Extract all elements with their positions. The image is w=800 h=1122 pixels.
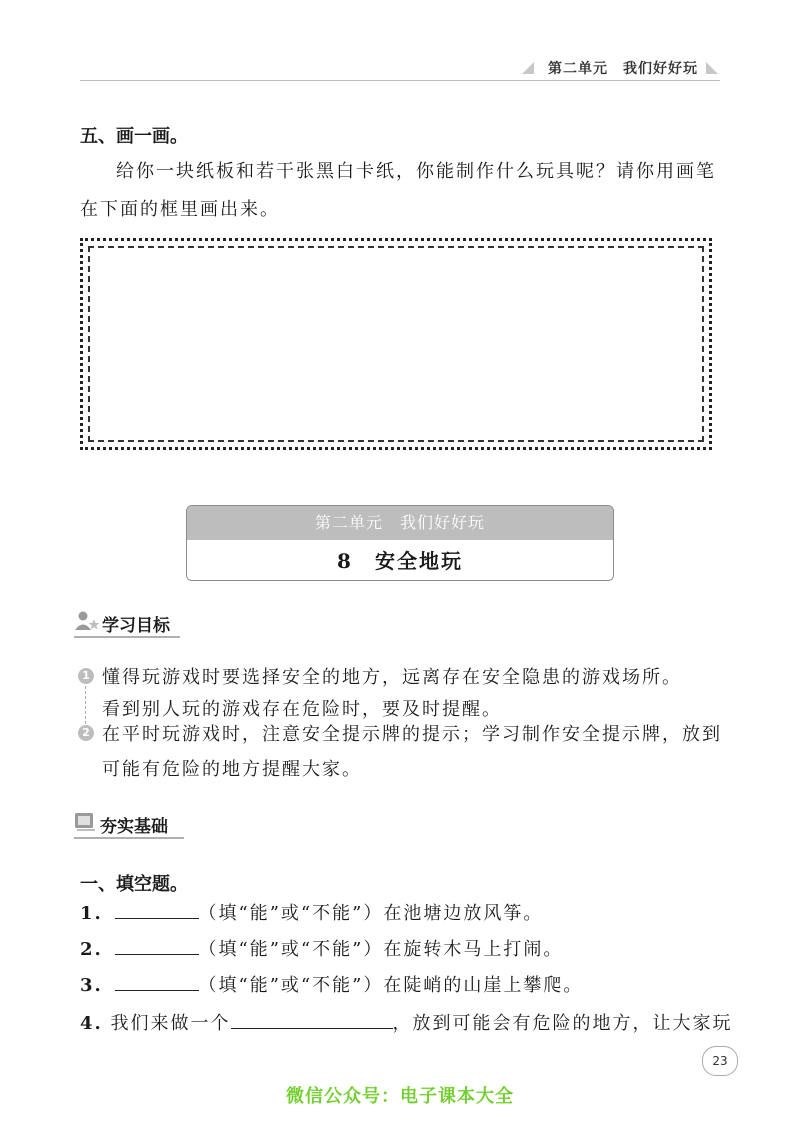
basics-heading: 夯实基础 [100,817,168,837]
question-3-text: （填“能”或“不能”）在陡峭的山崖上攀爬。 [198,975,584,996]
goal-2-number: 2 [78,725,94,741]
question-2 [80,932,563,968]
header-triangle-left-icon [522,62,534,74]
question-1 [80,896,543,932]
fill-in-title: 一、填空题。 [80,874,188,895]
goal-2-line-1: 在平时玩游戏时，注意安全提示牌的提示；学习制作安全提示牌，放到 [102,724,722,745]
question-3-number: 3. [80,975,103,996]
goal-2-line-2: 可能有危险的地方提醒大家。 [102,759,362,780]
basics-underline [74,837,184,839]
question-4-blank[interactable] [231,1028,393,1029]
learning-goals-heading: 学习目标 [102,616,170,636]
question-2-text: （填“能”或“不能”）在旋转木马上打闹。 [198,939,564,960]
lesson-banner [186,505,614,581]
question-4-text-after: ，放到可能会有危险的地方，让大家玩 [392,1013,733,1034]
question-1-number: 1. [80,903,103,924]
drawing-frame-inner-border [88,246,704,442]
goal-1-line-2: 看到别人玩的游戏存在危险时，要及时提醒。 [102,699,502,720]
page-number: 23 [702,1046,738,1076]
goal-1-line-1: 懂得玩游戏时要选择安全的地方，远离存在安全隐患的游戏场所。 [102,667,682,688]
question-3 [80,968,583,1004]
goals-connector [85,686,86,724]
question-4-number: 4. [80,1013,103,1034]
learning-goals-underline [74,636,180,638]
question-2-number: 2. [80,939,103,960]
section-5-line-2: 在下面的框里画出来。 [80,199,280,220]
question-2-blank[interactable] [115,954,199,955]
running-header: 第二单元 我们好好玩 [548,61,698,77]
footer-watermark: 微信公众号：电子课本大全 [286,1086,514,1107]
question-4-text-before: 我们来做一个 [110,1013,231,1034]
header-rule [80,80,720,81]
book-icon [74,812,96,832]
section-5-title: 五、画一画。 [80,126,188,147]
header-triangle-right-icon [706,62,718,74]
section-5-line-1: 给你一块纸板和若干张黑白卡纸，你能制作什么玩具呢？请你用画笔 [116,161,716,182]
lesson-title: 8 安全地玩 [337,549,463,573]
goal-1-number: 1 [78,668,94,684]
question-1-text: （填“能”或“不能”）在池塘边放风筝。 [198,903,544,924]
learner-star-icon [74,610,100,632]
question-1-blank[interactable] [115,918,199,919]
question-3-blank[interactable] [115,990,199,991]
banner-unit-title: 第二单元 我们好好玩 [187,506,613,540]
question-4 [80,1006,733,1042]
